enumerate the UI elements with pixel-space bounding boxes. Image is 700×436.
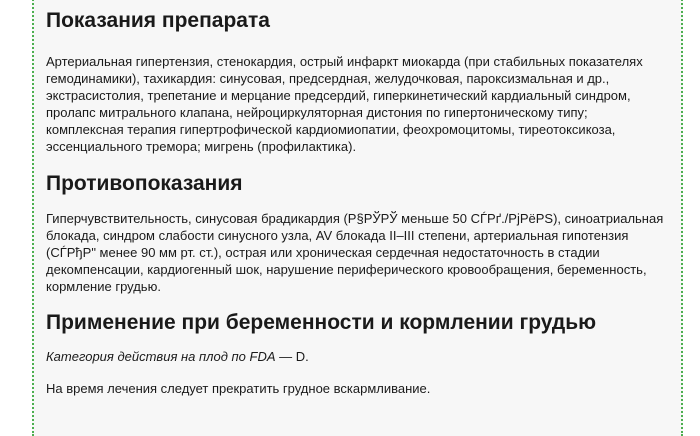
fda-category-label: Категория действия на плод по FDA xyxy=(46,349,276,364)
indications-heading: Показания препарата xyxy=(46,9,270,32)
indications-text: Артериальная гипертензия, стенокардия, острый инфаркт миокарда (при стабильных показателях гемодинамики), тахикардия: синусовая, предсердная, желудочковая, пароксизмальная и др., экстрасистолия, трепетание и мерцание предсердий, гиперкинетический кардиальный синдром, пролапс митрального клапана, нейроциркуляторная дистония по гипертоническому типу; комплексная терапия гипертрофической кардиомиопатии, феохромоцитомы, тиреотоксикоза, эссенциального тремора; мигрень (профилактика). xyxy=(46,54,643,154)
article-panel xyxy=(32,0,683,436)
indications-section xyxy=(46,8,667,155)
pregnancy-section xyxy=(46,310,667,397)
contraindications-text: Гиперчувствительность, синусовая брадикардия (Р§РЎРЎ меньше 50 СЃРґ./РјРёРЅ), синоатриальная блокада, синдром слабости синусного узла, AV блокада II–III степени, артериальная гипотензия (СЃРђР" менее 90 мм рт. ст.), острая или хроническая сердечная недостаточность в стадии декомпенсации, кардиогенный шок, нарушение периферического кровообращения, беременность, кормление грудью. xyxy=(46,211,664,294)
fda-category-value: — D. xyxy=(275,349,309,364)
fda-category-line xyxy=(46,348,667,365)
pregnancy-heading: Применение при беременности и кормлении грудью xyxy=(46,311,597,334)
nursing-text: На время лечения следует прекратить грудное вскармливание. xyxy=(46,381,431,396)
contraindications-section xyxy=(46,171,667,295)
contraindications-heading: Противопоказания xyxy=(46,172,243,195)
